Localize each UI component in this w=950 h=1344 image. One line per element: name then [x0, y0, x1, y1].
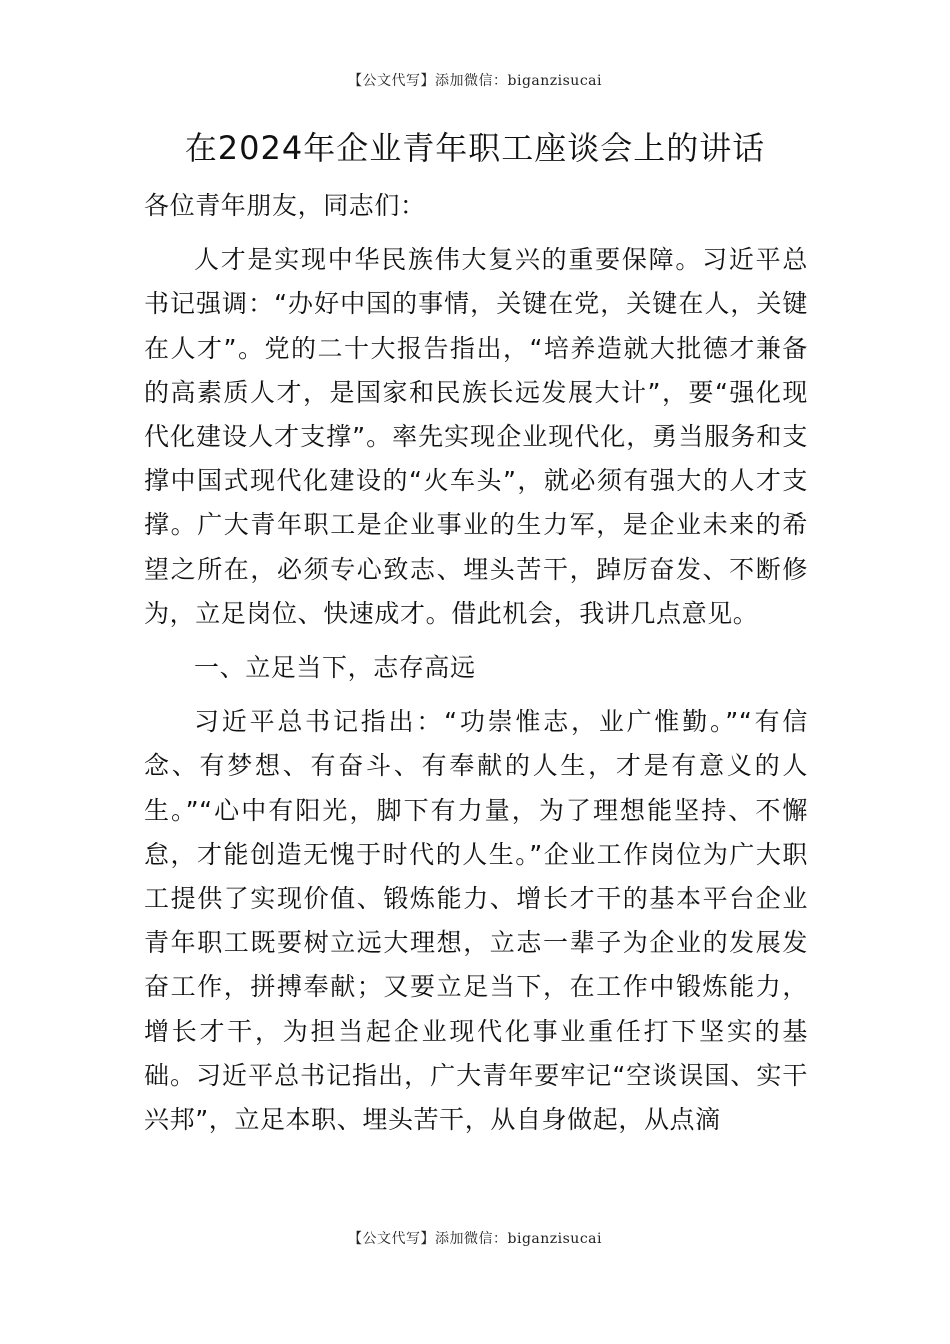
document-body	[144, 184, 808, 1152]
body-paragraph-1: 人才是实现中华民族伟大复兴的重要保障。习近平总书记强调：“办好中国的事情，关键在党，关键在人，关键在人才”。党的二十大报告指出，“培养造就大批德才兼备的高素质人才，是国家和民族长远发展大计”，要“强化现代化建设人才支撑”。率先实现企业现代化，勇当服务和支撑中国式现代化建设的“火车头”，就必须有强大的人才支撑。广大青年职工是企业事业的生力军，是企业未来的希望之所在，必须专心致志、埋头苦干，踔厉奋发、不断修为，立足岗位、快速成才。借此机会，我讲几点意见。	[144, 245, 808, 628]
header-watermark-note: 【公文代写】添加微信：biganzisucai	[348, 73, 602, 89]
footer-watermark-note: 【公文代写】添加微信：biganzisucai	[348, 1231, 602, 1247]
body-paragraph-2: 习近平总书记指出：“功崇惟志，业广惟勤。”“有信念、有梦想、有奋斗、有奉献的人生，才是有意义的人生。”“心中有阳光，脚下有力量，为了理想能坚持、不懈怠，才能创造无愧于时代的人生。”企业工作岗位为广大职工提供了实现价值、锻炼能力、增长才干的基本平台企业青年职工既要树立远大理想，立志一辈子为企业的发展发奋工作，拼搏奉献；又要立足当下，在工作中锻炼能力，增长才干，为担当起企业现代化事业重任打下坚实的基础。习近平总书记指出，广大青年要牢记“空谈误国、实干兴邦”，立足本职、埋头苦干，从自身做起，从点滴	[144, 707, 808, 1135]
document-title: 在2024年企业青年职工座谈会上的讲话	[184, 129, 766, 167]
section-heading-1: 一、立足当下，志存高远	[194, 653, 476, 683]
salutation: 各位青年朋友，同志们：	[144, 191, 426, 220]
